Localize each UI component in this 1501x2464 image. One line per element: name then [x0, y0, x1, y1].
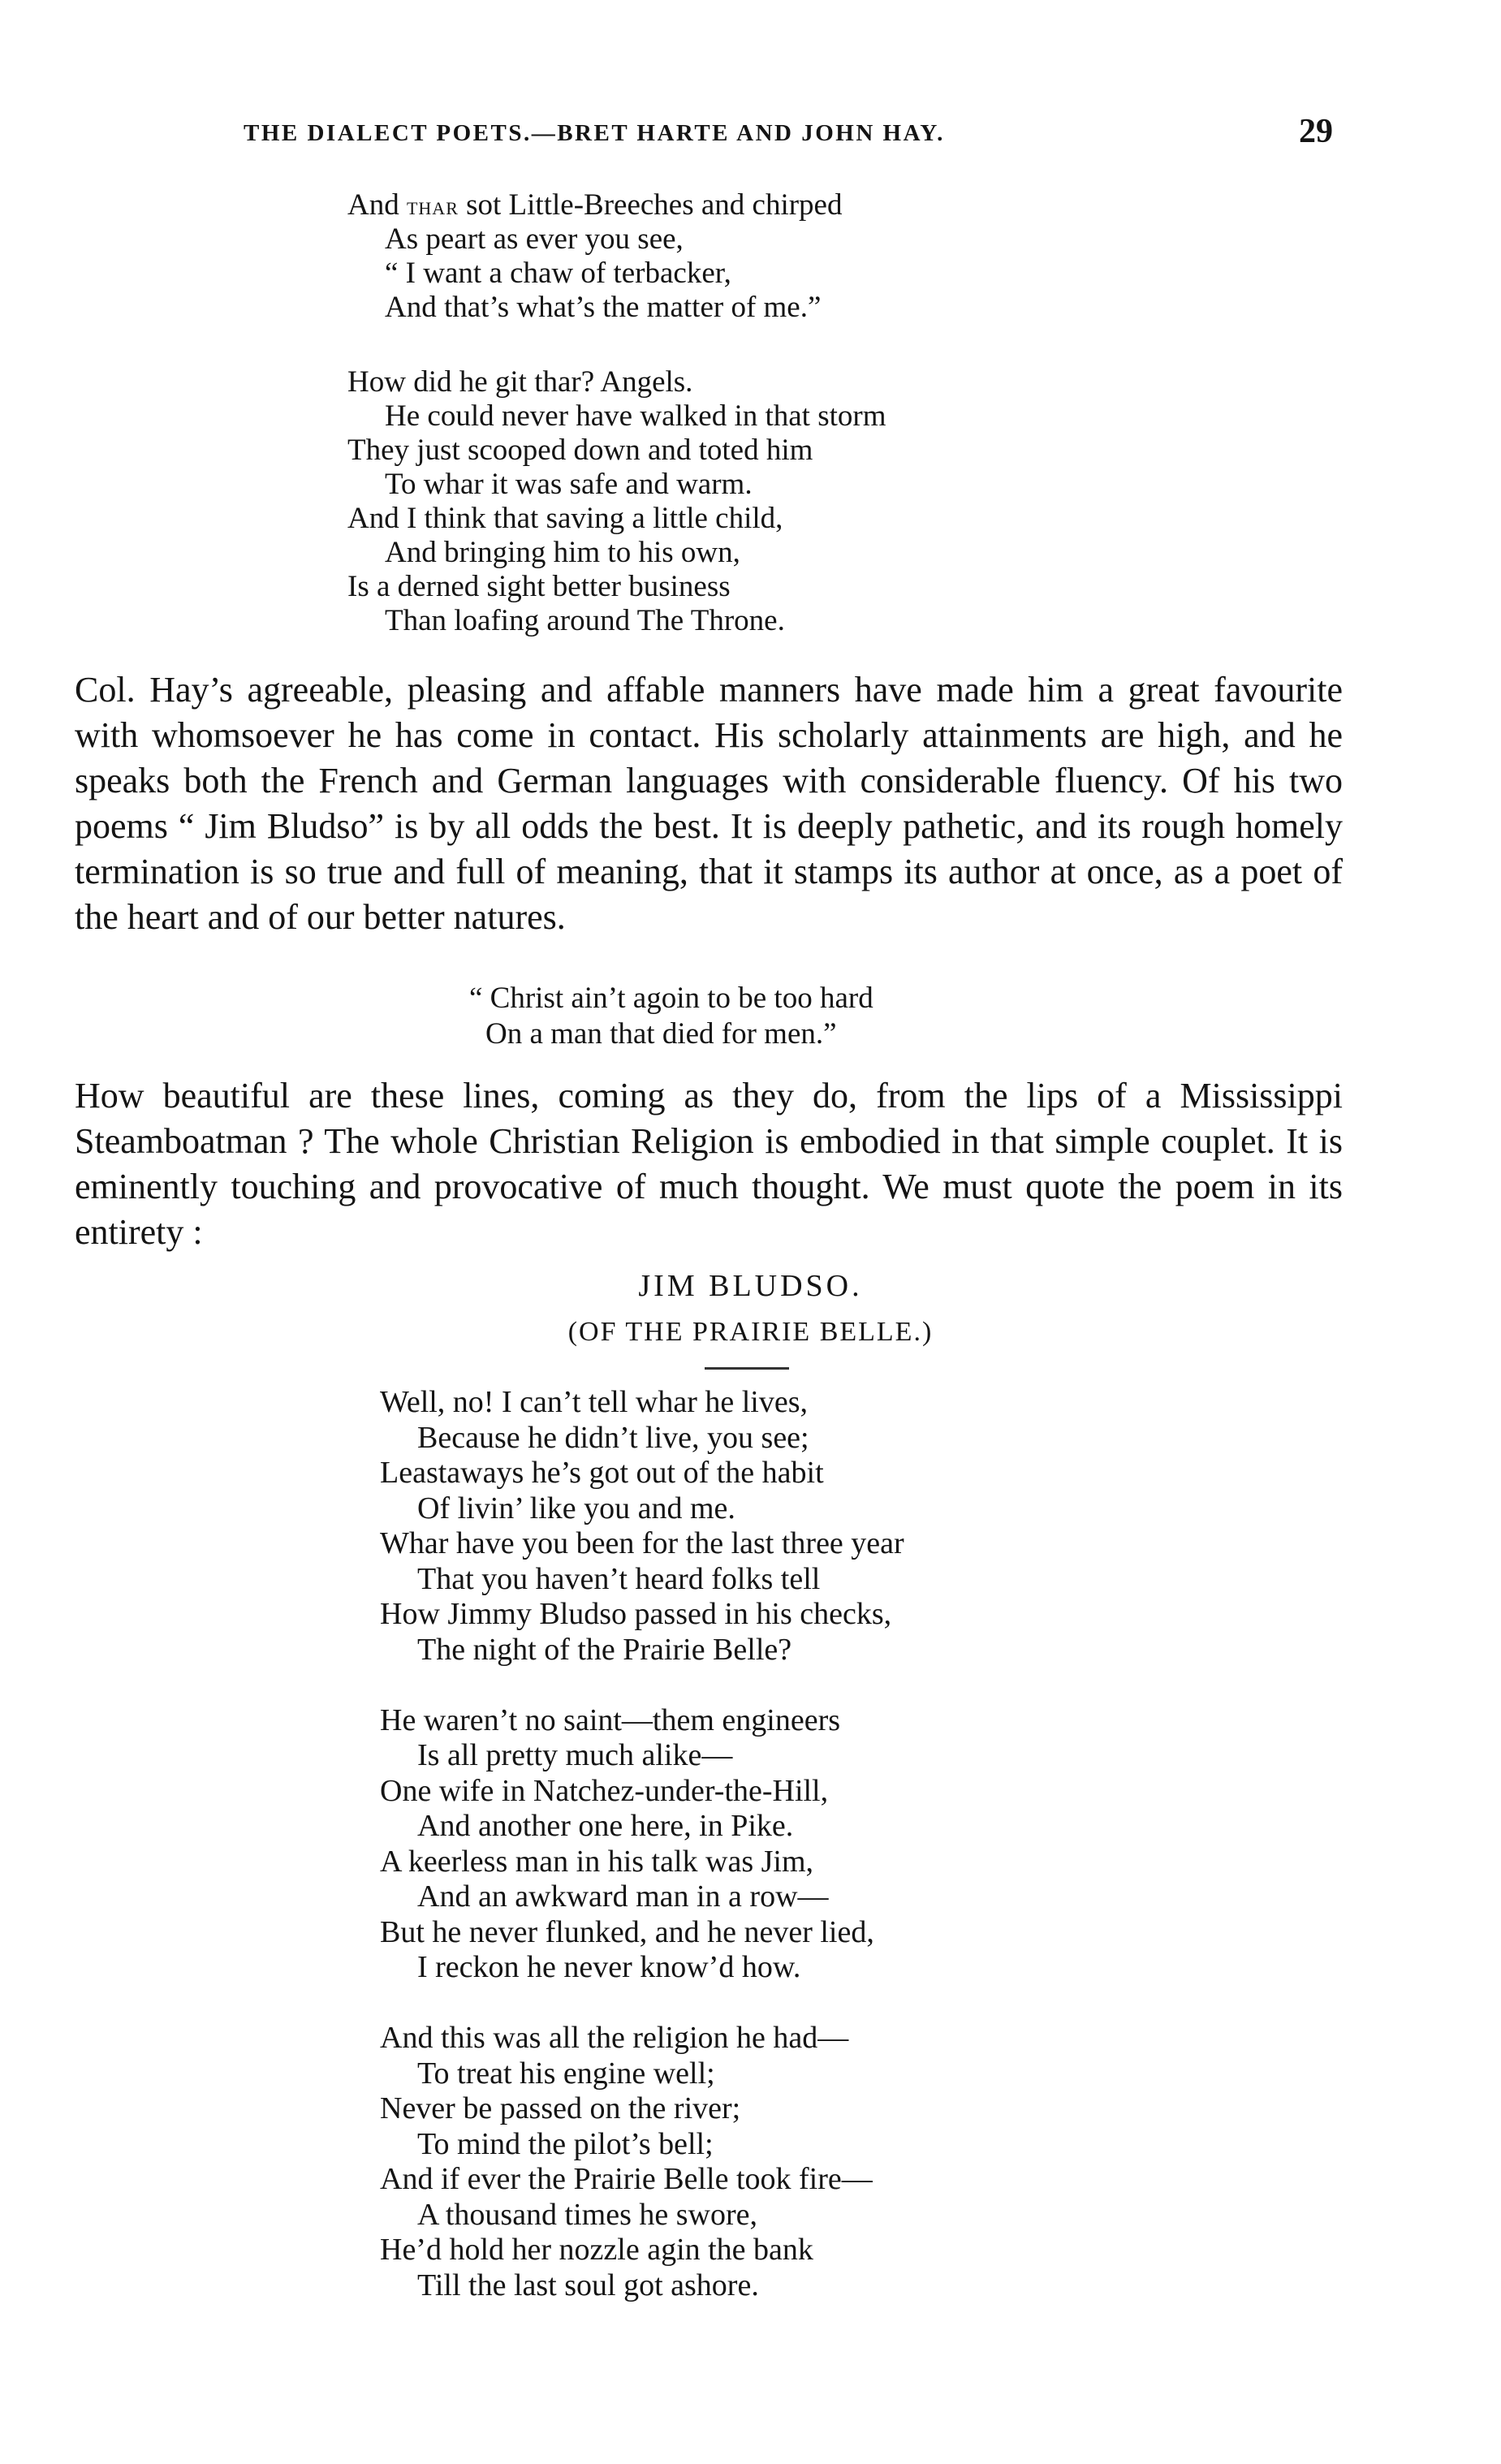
poem-line: And if ever the Prairie Belle took fire— — [380, 2162, 873, 2196]
page-header — [0, 112, 1501, 161]
poem-line: Is all pretty much alike— — [417, 1738, 733, 1772]
paragraph-text: How beautiful are these lines, coming as they do, from the lips of a Mississippi Steamboatman ? The whole Christian Religion is embodied in that simple couplet. It is eminently touching and provocative of much thought. We must quote the poem in its entirety : — [75, 1076, 1343, 1252]
poem-excerpt-stanza-1 — [347, 188, 842, 325]
poem-line: To treat his engine well; — [417, 2056, 715, 2091]
paragraph-text: Col. Hay’s agreeable, pleasing and affable manners have made him a great favourite with whomsoever he has come in contact. His scholarly attainments are high, and he speaks both the French and German languages with considerable fluency. Of his two poems “ Jim Bludso” is by all odds the best. It is deeply pathetic, and its rough homely termination is so true and full of meaning, that it stamps its author at once, as a poet of the heart and of our better natures. — [75, 670, 1343, 937]
poem-line — [347, 188, 842, 222]
poem-line: Whar have you been for the last three year — [380, 1526, 904, 1560]
poem-line: One wife in Natchez-under-the-Hill, — [380, 1773, 829, 1808]
poem-line: “ I want a chaw of terbacker, — [385, 257, 731, 290]
poem-line: That you haven’t heard folks tell — [417, 1561, 821, 1596]
quote-line: On a man that died for men.” — [485, 1017, 837, 1051]
poem-subtitle: (OF THE PRAIRIE BELLE.) — [567, 1317, 934, 1347]
poem-line: And this was all the religion he had— — [380, 2021, 849, 2055]
quoted-couplet — [469, 981, 873, 1052]
stanza-gap — [380, 1986, 904, 2022]
running-head: THE DIALECT POETS.—BRET HARTE AND JOHN HAY. — [244, 120, 945, 146]
prose-paragraph-2 — [75, 1073, 1343, 1255]
poem-line: As peart as ever you see, — [385, 222, 684, 256]
poem-line: And an awkward man in a row— — [417, 1879, 829, 1914]
poem-line: Of livin’ like you and me. — [417, 1491, 735, 1525]
poem-line: He’d hold her nozzle agin the bank — [380, 2233, 813, 2267]
poem-line: They just scooped down and toted him — [347, 434, 813, 467]
prose-paragraph-1 — [75, 667, 1343, 940]
poem-line: A keerless man in his talk was Jim, — [380, 1844, 814, 1879]
poem-jim-bludso — [380, 1385, 904, 2303]
title-rule — [705, 1367, 789, 1370]
poem-line: But he never flunked, and he never lied, — [380, 1914, 874, 1949]
poem-line: How Jimmy Bludso passed in his checks, — [380, 1597, 892, 1631]
poem-line: Is a derned sight better business — [347, 570, 731, 603]
poem-line: Leastaways he’s got out of the habit — [380, 1456, 824, 1490]
poem-line-text: And — [347, 188, 407, 222]
poem-line: Because he didn’t live, you see; — [417, 1420, 809, 1455]
poem-line: And another one here, in Pike. — [417, 1809, 794, 1843]
poem-line: How did he git thar? Angels. — [347, 365, 693, 399]
poem-line: The night of the Prairie Belle? — [417, 1632, 792, 1667]
poem-line: And bringing him to his own, — [385, 536, 740, 569]
poem-line-text: sot Little-Breeches and chirped — [458, 188, 843, 222]
poem-line: He could never have walked in that storm — [385, 399, 886, 433]
poem-line: Than loafing around The Throne. — [385, 604, 785, 637]
poem-line: And that’s what’s the matter of me.” — [385, 291, 822, 324]
poem-line: Till the last soul got ashore. — [417, 2268, 759, 2302]
poem-line: To mind the pilot’s bell; — [417, 2126, 714, 2161]
poem-title: JIM BLUDSO. — [638, 1269, 863, 1303]
poem-line: He waren’t no saint—them engineers — [380, 1702, 841, 1737]
page-number: 29 — [1299, 113, 1333, 150]
poem-line: Well, no! I can’t tell whar he lives, — [380, 1385, 809, 1419]
small-caps-word: thar — [406, 191, 459, 220]
stanza-gap — [380, 1668, 904, 1703]
poem-line: And I think that saving a little child, — [347, 502, 783, 535]
poem-line: To whar it was safe and warm. — [385, 468, 753, 501]
poem-line: I reckon he never know’d how. — [417, 1950, 801, 1984]
poem-line: A thousand times he swore, — [417, 2197, 758, 2232]
poem-excerpt-stanza-2 — [347, 365, 886, 638]
quote-line: “ Christ ain’t agoin to be too hard — [469, 982, 873, 1015]
poem-line: Never be passed on the river; — [380, 2091, 741, 2125]
